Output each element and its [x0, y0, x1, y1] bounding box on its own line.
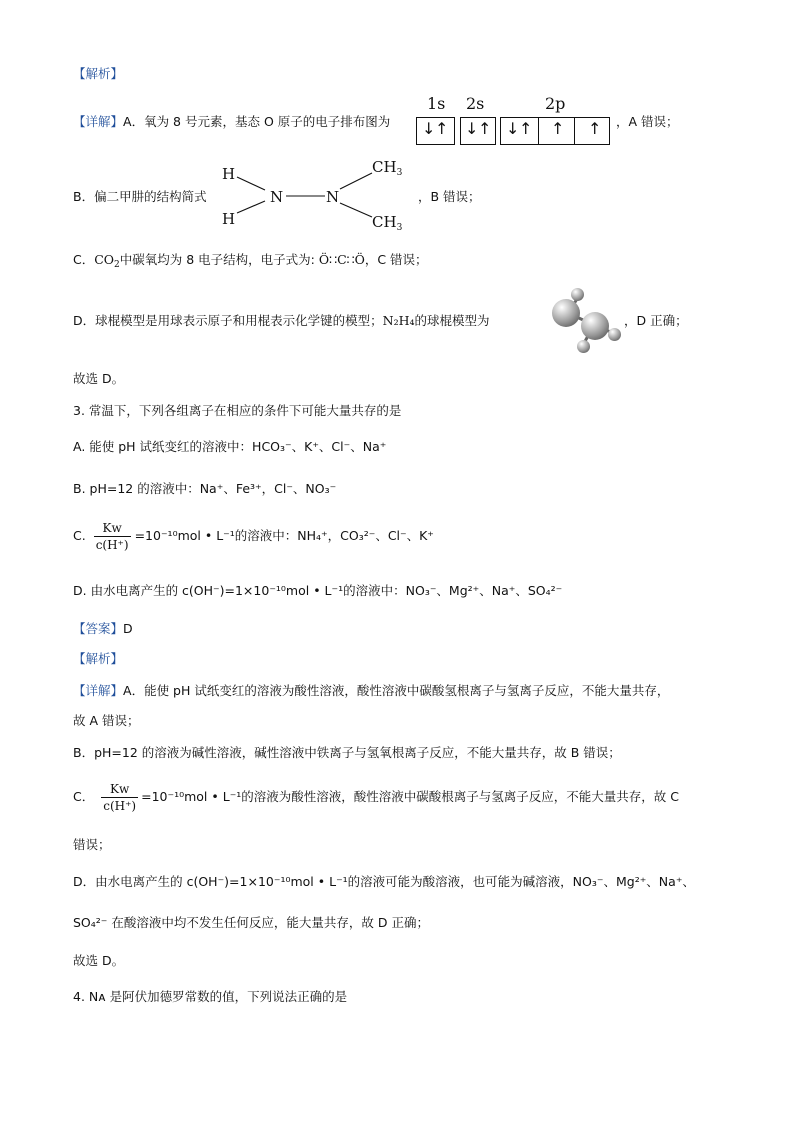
q3-option-d: D. 由水电离产生的 c(OH⁻)=1×10⁻¹⁰mol • L⁻¹的溶液中：NO₃⁻、Mg²⁺、Na⁺、SO₄²⁻ [73, 583, 563, 598]
q2-option-b: B．偏二甲肼的结构简式 [73, 189, 207, 204]
q3-exp-a-cont: 故 A 错误； [73, 713, 140, 728]
arrow-up-icon: ↑ [435, 119, 449, 138]
arrow-down-icon: ↓ [422, 119, 436, 138]
ball-stick-model [538, 287, 628, 355]
group-ch3: $CH_3$ [372, 213, 403, 233]
orbital-box-2p [500, 117, 610, 145]
structural-formula [210, 155, 410, 235]
q3-exp-b: B．pH=12 的溶液为碱性溶液，碱性溶液中铁离子与氢氧根离子反应，不能大量共存，故 B 错误； [73, 745, 621, 760]
arrow-up-icon: ↑ [588, 119, 602, 138]
q2-option-c: C．$CO_2$中碳氧均为 8 电子结构，电子式为: Ö∷C∷Ö，C 错误； [73, 252, 428, 270]
orbital-box-2s [460, 117, 496, 145]
group-ch3: $CH_3$ [372, 158, 403, 178]
electron-formula: Ö∷C∷Ö [318, 252, 365, 267]
q2-a-verdict: ，A 错误； [616, 114, 679, 129]
q2-b-verdict: ，B 错误； [418, 189, 481, 204]
q3-option-b: B. pH=12 的溶液中：Na⁺、Fe³⁺，Cl⁻、NO₃⁻ [73, 481, 337, 496]
arrow-down-icon: ↓ [506, 119, 520, 138]
q2-d-verdict: ，D 正确； [624, 313, 688, 328]
q3-exp-c-cont: 错误； [73, 837, 111, 852]
arrow-up-icon: ↑ [551, 119, 565, 138]
arrow-up-icon: ↑ [519, 119, 533, 138]
q3-stem: 3. 常温下，下列各组离子在相应的条件下可能大量共存的是 [73, 403, 402, 418]
orbital-label-2s: 2s [466, 94, 485, 113]
q3-conclusion: 故选 D。 [73, 953, 125, 968]
q3-exp-d: D．由水电离产生的 c(OH⁻)=1×10⁻¹⁰mol • L⁻¹的溶液可能为酸溶液，也可能为碱溶液，NO₃⁻、Mg²⁺、Na⁺、 [73, 874, 695, 889]
atom-n: N [270, 188, 284, 206]
orbital-label-1s: 1s [427, 94, 446, 113]
analysis-tag: 【解析】 [73, 66, 124, 81]
q2-option-d: D．球棍模型是用球表示原子和用棍表示化学键的模型；N₂H₄的球棍模型为 [73, 313, 490, 328]
atom-n: N [326, 188, 340, 206]
answer-tag: 【答案】 [73, 621, 124, 636]
atom-h: H [222, 165, 236, 183]
q3-exp-a: 【详解】A．能使 pH 试纸变红的溶液为酸性溶液，酸性溶液中碳酸氢根离子与氢离子反应，不能大量共存， [73, 683, 670, 698]
q2-a-text: A．氧为 8 号元素，基态 O 原子的电子排布图为 [123, 114, 391, 129]
q3-exp-c: C． $\frac{Kw}{c(H^+)}$ =10⁻¹⁰mol • L⁻¹的溶液为酸性溶液，酸性溶液中碳酸根离子与氢离子反应，不能大量共存，故 C [73, 782, 680, 814]
answer-value: D [123, 621, 133, 636]
q3-exp-d-cont: SO₄²⁻ 在酸溶液中均不发生任何反应，能大量共存，故 D 正确； [73, 915, 429, 930]
q2-conclusion: 故选 D。 [73, 371, 125, 386]
q2-option-a [73, 114, 390, 131]
q3-option-c: C. $\frac{Kw}{c(H^+)}$ =10⁻¹⁰mol • L⁻¹的溶液中：NH₄⁺，CO₃²⁻、Cl⁻、K⁺ [73, 521, 434, 553]
orbital-box-1s [416, 117, 455, 145]
atom-h: H [222, 210, 236, 228]
q3-option-a: A. 能使 pH 试纸变红的溶液中：HCO₃⁻、K⁺、Cl⁻、Na⁺ [73, 439, 387, 454]
answer-line [73, 621, 133, 638]
arrow-down-icon: ↓ [465, 119, 479, 138]
detail-tag: 【详解】 [73, 114, 124, 129]
orbital-label-2p: 2p [545, 94, 566, 113]
arrow-up-icon: ↑ [478, 119, 492, 138]
analysis-tag: 【解析】 [73, 651, 124, 666]
q4-stem: 4. Nᴀ 是阿伏加德罗常数的值，下列说法正确的是 [73, 989, 348, 1004]
